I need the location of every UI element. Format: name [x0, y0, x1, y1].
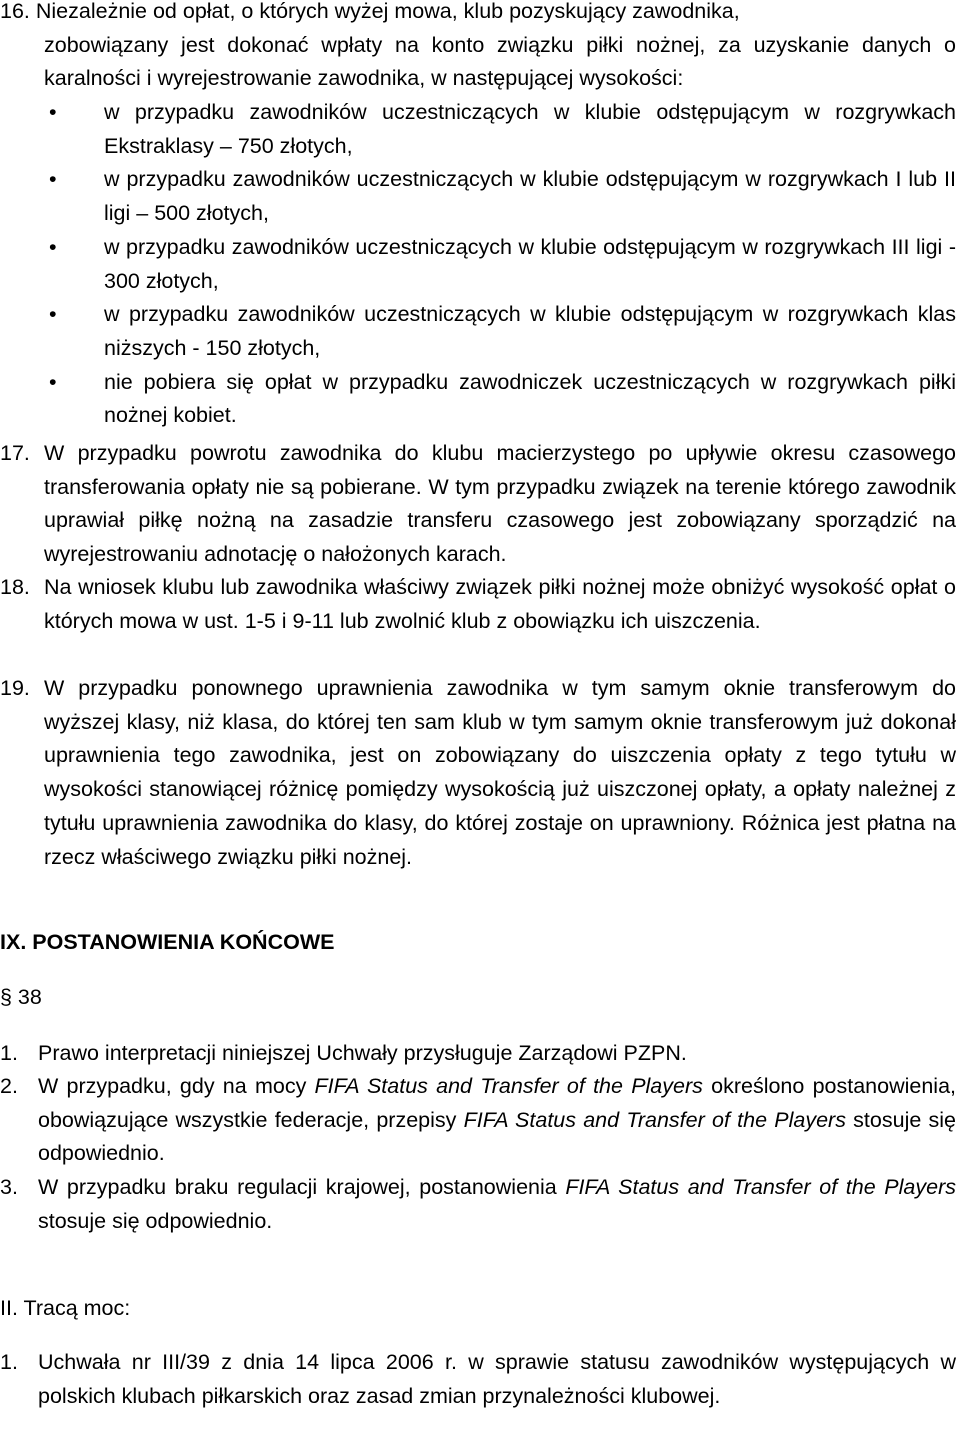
bullet-icon: •: [49, 302, 57, 327]
paragraph-text: W przypadku powrotu zawodnika do klubu macierzystego po upływie okresu czasowego transferowania opłaty nie są pobierane. W tym przypadku związek na terenie którego zawodnik uprawiał piłkę nożną na zasadzie transferu czasowego jest zobowiązany sporządzić na wyrejestrowaniu adnotację o nałożonych karach.: [44, 441, 956, 567]
paragraph-18: [0, 571, 956, 638]
paragraph-number: 18.: [0, 575, 30, 599]
repeal-item-1: [0, 1346, 956, 1413]
final-item-2: [0, 1070, 956, 1171]
paragraph-16-text: zobowiązany jest dokonać wpłaty na konto związku piłki nożnej, za uzyskanie danych o karalności i wyrejestrowanie zawodnika, w następującej wysokości:: [44, 32, 956, 91]
list-item: • w przypadku zawodników uczestniczących w klubie odstępującym w rozgrywkach I lub II ligi – 500 złotych,: [0, 163, 956, 230]
paragraph-text: Na wniosek klubu lub zawodnika właściwy związek piłki nożnej może obniżyć wysokość opłat o których mowa w ust. 1-5 i 9-11 lub zwolnić klub z obowiązku ich uiszczenia.: [44, 575, 956, 633]
item-number: 1.: [0, 1041, 18, 1065]
paragraph-16: [0, 0, 956, 96]
final-item-3: [0, 1171, 956, 1238]
repeal-heading: II. Tracą moc:: [0, 1296, 131, 1320]
item-number: 1.: [0, 1350, 18, 1374]
paragraph-19: [0, 672, 956, 874]
bullet-icon: •: [49, 369, 57, 394]
paragraph-16-first-line: 16. Niezależnie od opłat, o których wyżej mowa, klub pozyskujący zawodnika,: [0, 0, 740, 23]
bullet-icon: •: [49, 167, 57, 192]
list-item: • w przypadku zawodników uczestniczących w klubie odstępującym w rozgrywkach klas niższych - 150 złotych,: [0, 298, 956, 365]
item-text: W przypadku, gdy na mocy FIFA Status and Transfer of the Players określono postanowienia, obowiązujące wszystkie federacje, przepisy FIFA Status and Transfer of the Players stosuje się odpowiednio.: [38, 1074, 957, 1166]
item-text: Uchwała nr III/39 z dnia 14 lipca 2006 r. w sprawie statusu zawodników występujących w polskich klubach piłkarskich oraz zasad zmian przynależności klubowej.: [38, 1350, 956, 1408]
paragraph-number: 19.: [0, 676, 30, 700]
item-text: Prawo interpretacji niniejszej Uchwały przysługuje Zarządowi PZPN.: [38, 1041, 687, 1065]
list-item: • w przypadku zawodników uczestniczących w klubie odstępującym w rozgrywkach Ekstraklasy – 750 złotych,: [0, 96, 956, 163]
item-number: 2.: [0, 1074, 18, 1098]
section-sign: § 38: [0, 985, 42, 1009]
paragraph-17: [0, 437, 956, 572]
bullet-icon: •: [49, 234, 57, 259]
list-item: • w przypadku zawodników uczestniczących w klubie odstępującym w rozgrywkach III ligi - 300 złotych,: [0, 231, 956, 298]
item-number: 3.: [0, 1175, 18, 1199]
bullet-icon: •: [49, 100, 57, 124]
section-heading: IX. POSTANOWIENIA KOŃCOWE: [0, 930, 335, 954]
paragraph-number: 17.: [0, 441, 30, 465]
item-text: W przypadku braku regulacji krajowej, postanowienia FIFA Status and Transfer of the Players stosuje się odpowiednio.: [38, 1175, 956, 1233]
final-item-1: [0, 1037, 956, 1071]
fee-bullet-list: [0, 96, 956, 433]
list-item: • nie pobiera się opłat w przypadku zawodniczek uczestniczących w rozgrywkach piłki nożnej kobiet.: [0, 366, 956, 433]
paragraph-text: W przypadku ponownego uprawnienia zawodnika w tym samym oknie transferowym do wyższej klasy, niż klasa, do której ten sam klub w tym samym oknie transferowym już dokonał uprawnienia tego zawodnika, jest on zobowiązany do uiszczenia opłaty z tego tytułu w wysokości stanowiącej różnicę pomiędzy wysokością już uiszczonej opłaty, a opłaty należnej z tytułu uprawnienia zawodnika do klasy, do której zostaje on uprawniony. Różnica jest płatna na rzecz właściwego związku piłki nożnej.: [44, 676, 956, 869]
